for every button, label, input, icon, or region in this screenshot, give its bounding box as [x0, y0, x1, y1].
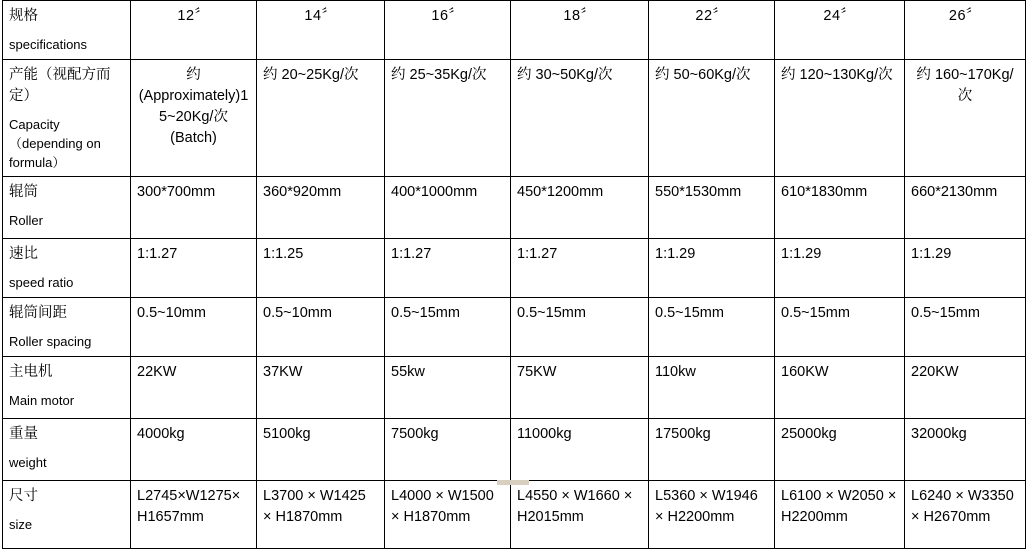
table-row-size	[3, 481, 1026, 549]
row-label-cn: 规格	[9, 8, 38, 24]
roller-spacing-value-22: 0.5~15mm	[649, 298, 775, 357]
roller-value-26: 660*2130mm	[905, 177, 1026, 239]
table-row-main-motor	[3, 357, 1026, 419]
row-label-specifications	[3, 1, 131, 60]
speed-ratio-value-16: 1:1.27	[385, 239, 511, 298]
main-motor-value-26: 220KW	[905, 357, 1026, 419]
column-header-size-16: 16〞	[385, 1, 511, 60]
speed-ratio-value-18: 1:1.27	[511, 239, 649, 298]
main-motor-value-22: 110kw	[649, 357, 775, 419]
weight-value-26: 32000kg	[905, 419, 1026, 481]
size-value-22: L5360 × W1946 × H2200mm	[649, 481, 775, 549]
main-motor-value-14: 37KW	[257, 357, 385, 419]
size-value-14: L3700 × W1425 × H1870mm	[257, 481, 385, 549]
row-label-roller	[3, 177, 131, 239]
row-label-weight	[3, 419, 131, 481]
main-motor-value-24: 160KW	[775, 357, 905, 419]
roller-value-12: 300*700mm	[131, 177, 257, 239]
row-label-cn: 产能（视配方而定）	[9, 66, 111, 104]
size-value-12: L2745×W1275× H1657mm	[131, 481, 257, 549]
page-bottom-marker	[497, 480, 529, 485]
row-label-en: weight	[9, 455, 47, 471]
row-label-cn: 辊筒间距	[9, 305, 67, 322]
capacity-value-16: 约 25~35Kg/次	[385, 59, 511, 177]
table-row-specifications	[3, 1, 1026, 60]
speed-ratio-value-12: 1:1.27	[131, 239, 257, 298]
row-label-cn: 辊筒	[9, 184, 38, 201]
column-header-size-22: 22〞	[649, 1, 775, 60]
roller-value-16: 400*1000mm	[385, 177, 511, 239]
row-label-cn: 尺寸	[9, 488, 38, 505]
speed-ratio-value-24: 1:1.29	[775, 239, 905, 298]
row-label-capacity	[3, 59, 131, 177]
specification-table	[2, 0, 1026, 549]
capacity-value-26: 约 160~170Kg/次	[905, 59, 1026, 177]
row-label-cn: 主电机	[9, 364, 53, 381]
table-row-speed-ratio	[3, 239, 1026, 298]
speed-ratio-value-26: 1:1.29	[905, 239, 1026, 298]
roller-spacing-value-14: 0.5~10mm	[257, 298, 385, 357]
row-label-cn: 速比	[9, 246, 38, 263]
column-header-size-14: 14〞	[257, 1, 385, 60]
size-value-24: L6100 × W2050 × H2200mm	[775, 481, 905, 549]
row-label-size	[3, 481, 131, 549]
size-value-16: L4000 × W1500 × H1870mm	[385, 481, 511, 549]
row-label-roller-spacing	[3, 298, 131, 357]
capacity-value-24: 约 120~130Kg/次	[775, 59, 905, 177]
column-header-size-24: 24〞	[775, 1, 905, 60]
weight-value-14: 5100kg	[257, 419, 385, 481]
capacity-value-14: 约 20~25Kg/次	[257, 59, 385, 177]
speed-ratio-value-14: 1:1.25	[257, 239, 385, 298]
row-label-cn: 重量	[9, 426, 38, 443]
table-row-weight	[3, 419, 1026, 481]
main-motor-value-18: 75KW	[511, 357, 649, 419]
weight-value-12: 4000kg	[131, 419, 257, 481]
column-header-size-18: 18〞	[511, 1, 649, 60]
roller-spacing-value-18: 0.5~15mm	[511, 298, 649, 357]
row-label-en: specifications	[9, 37, 88, 53]
roller-spacing-value-16: 0.5~15mm	[385, 298, 511, 357]
weight-value-18: 11000kg	[511, 419, 649, 481]
row-label-en: size	[9, 517, 33, 533]
row-label-en: speed ratio	[9, 275, 74, 291]
row-label-speed-ratio	[3, 239, 131, 298]
size-value-18: L4550 × W1660 × H2015mm	[511, 481, 649, 549]
roller-spacing-value-26: 0.5~15mm	[905, 298, 1026, 357]
table-row-capacity	[3, 59, 1026, 177]
weight-value-16: 7500kg	[385, 419, 511, 481]
column-header-size-12: 12〞	[131, 1, 257, 60]
main-motor-value-16: 55kw	[385, 357, 511, 419]
row-label-main-motor	[3, 357, 131, 419]
row-label-en: Capacity （depending on formula）	[9, 116, 101, 170]
roller-value-18: 450*1200mm	[511, 177, 649, 239]
row-label-en: Main motor	[9, 393, 75, 409]
weight-value-24: 25000kg	[775, 419, 905, 481]
main-motor-value-12: 22KW	[131, 357, 257, 419]
roller-spacing-value-12: 0.5~10mm	[131, 298, 257, 357]
roller-value-14: 360*920mm	[257, 177, 385, 239]
speed-ratio-value-22: 1:1.29	[649, 239, 775, 298]
capacity-value-22: 约 50~60Kg/次	[649, 59, 775, 177]
row-label-en: Roller	[9, 213, 43, 229]
table-row-roller-spacing	[3, 298, 1026, 357]
table-row-roller	[3, 177, 1026, 239]
size-value-26: L6240 × W3350 × H2670mm	[905, 481, 1026, 549]
roller-value-22: 550*1530mm	[649, 177, 775, 239]
row-label-en: Roller spacing	[9, 334, 92, 350]
roller-value-24: 610*1830mm	[775, 177, 905, 239]
capacity-value-12: 约 (Approximately)15~20Kg/次(Batch)	[131, 59, 257, 177]
weight-value-22: 17500kg	[649, 419, 775, 481]
capacity-value-18: 约 30~50Kg/次	[511, 59, 649, 177]
roller-spacing-value-24: 0.5~15mm	[775, 298, 905, 357]
column-header-size-26: 26〞	[905, 1, 1026, 60]
